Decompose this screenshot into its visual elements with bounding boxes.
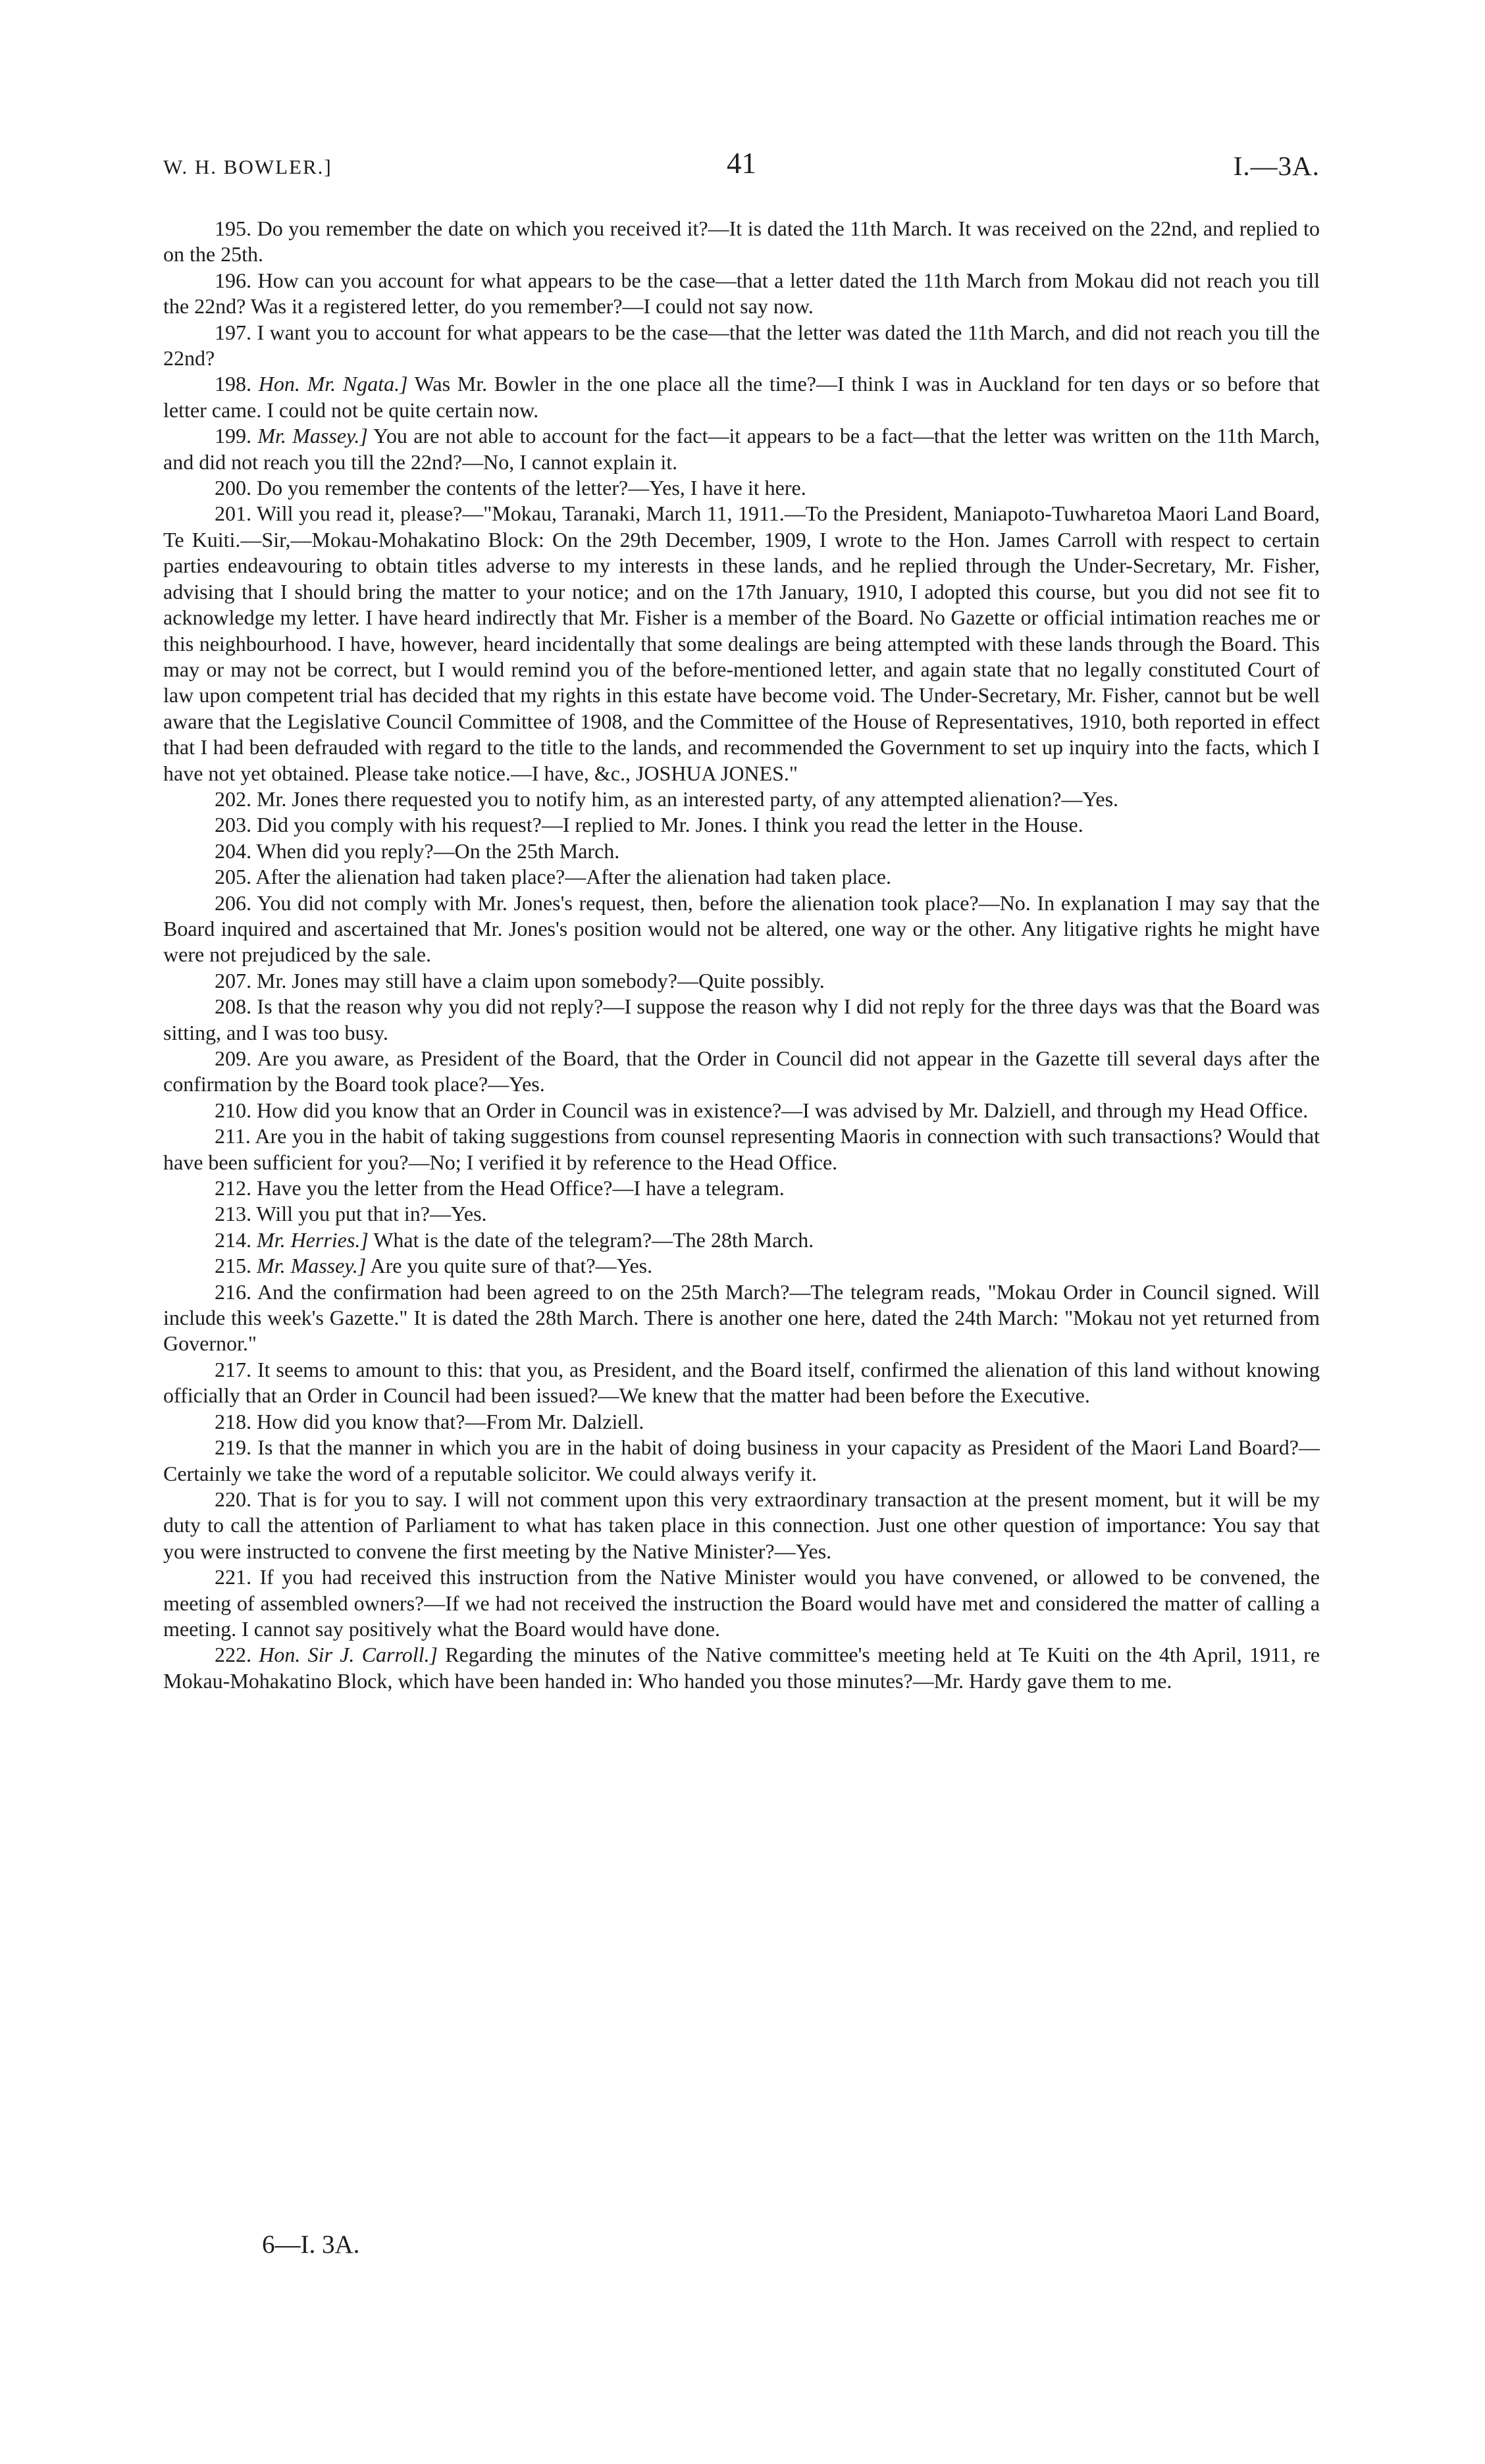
question-paragraph — [163, 1227, 1320, 1253]
question-text: Did you comply with his request?—I replied to Mr. Jones. I think you read the letter in the House. — [257, 813, 1083, 837]
speaker-name: Mr. Massey.] — [257, 424, 368, 448]
question-number: 221. — [215, 1565, 251, 1589]
document-reference: I.—3A. — [1233, 151, 1320, 181]
question-number: 195. — [215, 217, 251, 240]
question-text: Is that the manner in which you are in the habit of doing business in your capacity as President of the Maori Land Board?—Certainly we take the word of a reputable solicitor. We could always verify it. — [163, 1435, 1320, 1485]
question-paragraph — [163, 812, 1320, 838]
question-number: 215. — [215, 1254, 251, 1278]
speaker-name: Mr. Massey.] — [257, 1254, 367, 1278]
question-paragraph — [163, 1123, 1320, 1175]
question-number: 216. — [215, 1279, 251, 1304]
question-text: How did you know that?—From Mr. Dalziell. — [257, 1409, 644, 1433]
question-text: You are not able to account for the fact—it appears to be a fact—that the letter was written on the 11th March, and did not reach you till the 22nd?—No, I cannot explain it. — [163, 424, 1320, 474]
question-paragraph — [163, 371, 1320, 423]
question-paragraph — [163, 1253, 1320, 1279]
question-text: Mr. Jones may still have a claim upon somebody?—Quite possibly. — [257, 968, 825, 992]
question-number: 212. — [215, 1176, 251, 1200]
question-number: 219. — [215, 1435, 251, 1460]
question-text: I want you to account for what appears to be the case—that the letter was dated the 11th March, and did not reach you till the 22nd? — [163, 320, 1320, 371]
question-number: 207. — [215, 968, 251, 992]
witness-name-header: W. H. BOWLER.] — [163, 155, 332, 178]
question-text: If you had received this instruction from the Native Minister would you have convened, or allowed to be convened, the meeting of assembled owners?—If we had not received the instruction the Board would have met and considered the matter of calling a meeting. I cannot say positively what the Board would have done. — [163, 1565, 1320, 1641]
question-number: 198. — [215, 372, 251, 396]
question-number: 209. — [215, 1046, 251, 1070]
question-text: Was Mr. Bowler in the one place all the time?—I think I was in Auckland for ten days or so before that letter came. I could not be quite certain now. — [163, 372, 1320, 422]
question-text: Do you remember the date on which you received it?—It is dated the 11th March. It was received on the 22nd, and replied to on the 25th. — [163, 217, 1320, 267]
question-text: Will you read it, please?—"Mokau, Taranaki, March 11, 1911.—To the President, Maniapoto-Tuwharetoa Maori Land Board, Te Kuiti.—Sir,—Mokau-Mohakatino Block: On the 29th December, 1909, I wrote to the Hon. James Carroll with respect to certain parties endeavouring to obtain titles adverse to my interests in these lands, and he replied through the Under-Secretary, Mr. Fisher, advising that I should bring the matter to your notice; and on the 17th January, 1910, I adopted this course, but you did not see fit to acknowledge my letter. I have heard indirectly that Mr. Fisher is a member of the Board. No Gazette or official intimation reaches me or this neighbourhood. I have, however, heard incidentally that some dealings are being attempted with these lands through the Board. This may or may not be correct, but I would remind you of the before-mentioned letter, and again state that no legally constituted Court of law upon competent trial has decided that my rights in this estate have become void. The Under-Secretary, Mr. Fisher, cannot but be well aware that the Legislative Council Committee of 1908, and the Committee of the House of Representatives, 1910, both reported in effect that I had been defrauded with regard to the title to the lands, and recommended the Government to set up inquiry into the facts, which I have not yet obtained. Please take notice.—I have, &c., JOSHUA JONES." — [163, 501, 1320, 785]
page-number: 41 — [727, 147, 756, 180]
question-paragraph — [163, 320, 1320, 372]
speaker-name: Hon. Sir J. Carroll.] — [259, 1643, 438, 1667]
question-text: After the alienation had taken place?—After the alienation had taken place. — [255, 865, 891, 889]
question-number: 218. — [215, 1409, 251, 1433]
question-number: 208. — [215, 994, 251, 1019]
question-paragraph — [163, 1564, 1320, 1642]
question-text: Are you aware, as President of the Board, that the Order in Council did not appear in the Gazette till several days after the confirmation by the Board took place?—Yes. — [163, 1046, 1320, 1096]
speaker-name: Hon. Mr. Ngata.] — [258, 372, 408, 396]
question-paragraph — [163, 1435, 1320, 1487]
minutes-of-evidence — [163, 216, 1320, 1694]
question-text: Are you in the habit of taking suggestions from counsel representing Maoris in connection with such transactions? Would that have been sufficient for you?—No; I verified it by reference to the Head Office. — [163, 1124, 1320, 1174]
question-text: And the confirmation had been agreed to on the 25th March?—The telegram reads, "Mokau Order in Council signed. Will include this week's Gazette." It is dated the 28th March. There is another one here, dated the 24th March: "Mokau not yet returned from Governor." — [163, 1279, 1320, 1356]
question-number: 197. — [215, 320, 251, 344]
question-number: 213. — [215, 1202, 251, 1226]
signature-mark: 6—I. 3A. — [262, 2230, 360, 2259]
question-number: 204. — [215, 838, 251, 863]
question-paragraph — [163, 1409, 1320, 1435]
question-paragraph — [163, 475, 1320, 501]
question-text: Have you the letter from the Head Office?—I have a telegram. — [257, 1176, 785, 1200]
question-paragraph — [163, 968, 1320, 994]
question-paragraph — [163, 1201, 1320, 1227]
question-text: Are you quite sure of that?—Yes. — [370, 1254, 653, 1278]
question-number: 206. — [215, 890, 251, 915]
question-paragraph — [163, 1175, 1320, 1201]
question-number: 222. — [215, 1643, 251, 1667]
question-text: You did not comply with Mr. Jones's request, then, before the alienation took place?—No. In explanation I may say that the Board inquired and ascertained that Mr. Jones's position would not be altered, one way or the other. Any litigative rights he might have were not prejudiced by the sale. — [163, 890, 1320, 967]
question-paragraph — [163, 890, 1320, 968]
question-text: Do you remember the contents of the letter?—Yes, I have it here. — [257, 476, 806, 500]
question-number: 202. — [215, 786, 251, 811]
question-number: 200. — [215, 476, 251, 500]
question-paragraph — [163, 1098, 1320, 1123]
question-text: When did you reply?—On the 25th March. — [256, 838, 620, 863]
question-paragraph — [163, 1357, 1320, 1409]
question-number: 201. — [215, 501, 251, 526]
question-text: It seems to amount to this: that you, as President, and the Board itself, confirmed the alienation of this land without knowing officially that an Order in Council had been issued?—We knew that the matter had been before the Executive. — [163, 1357, 1320, 1408]
question-paragraph — [163, 864, 1320, 890]
question-number: 217. — [215, 1357, 251, 1381]
question-number: 196. — [215, 268, 251, 292]
question-text: How did you know that an Order in Council was in existence?—I was advised by Mr. Dalziell, and through my Head Office. — [257, 1098, 1309, 1122]
question-paragraph — [163, 786, 1320, 812]
speaker-name: Mr. Herries.] — [257, 1227, 369, 1252]
question-number: 220. — [215, 1487, 251, 1511]
question-paragraph — [163, 1487, 1320, 1564]
question-paragraph — [163, 994, 1320, 1046]
page-header — [163, 146, 1320, 186]
question-number: 203. — [215, 813, 251, 837]
question-text: Mr. Jones there requested you to notify him, as an interested party, of any attempted alienation?—Yes. — [257, 786, 1119, 811]
question-number: 205. — [215, 865, 251, 889]
question-text: Is that the reason why you did not reply?—I suppose the reason why I did not reply for the three days was that the Board was sitting, and I was too busy. — [163, 994, 1320, 1044]
question-paragraph — [163, 1279, 1320, 1357]
question-paragraph — [163, 1642, 1320, 1694]
question-number: 199. — [215, 424, 251, 448]
question-text: That is for you to say. I will not comment upon this very extraordinary transaction at the present moment, but it will be my duty to call the attention of Parliament to what has taken place in this connection. Just one other question of importance: You say that you were instructed to convene the first meeting by the Native Minister?—Yes. — [163, 1487, 1320, 1563]
question-text: Regarding the minutes of the Native committee's meeting held at Te Kuiti on the 4th April, 1911, re Mokau-Mohakatino Block, which have been handed in: Who handed you those minutes?—Mr. Hardy gave them to me. — [163, 1643, 1320, 1693]
question-number: 214. — [215, 1227, 251, 1252]
question-number: 211. — [215, 1124, 251, 1148]
question-paragraph — [163, 501, 1320, 786]
question-number: 210. — [215, 1098, 251, 1122]
question-paragraph — [163, 216, 1320, 268]
question-paragraph — [163, 423, 1320, 475]
question-paragraph — [163, 1046, 1320, 1098]
question-paragraph — [163, 838, 1320, 864]
question-paragraph — [163, 268, 1320, 320]
question-text: Will you put that in?—Yes. — [256, 1202, 487, 1226]
question-text: How can you account for what appears to be the case—that a letter dated the 11th March from Mokau did not reach you till the 22nd? Was it a registered letter, do you remember?—I could not say now. — [163, 268, 1320, 319]
question-text: What is the date of the telegram?—The 28th March. — [373, 1227, 814, 1252]
